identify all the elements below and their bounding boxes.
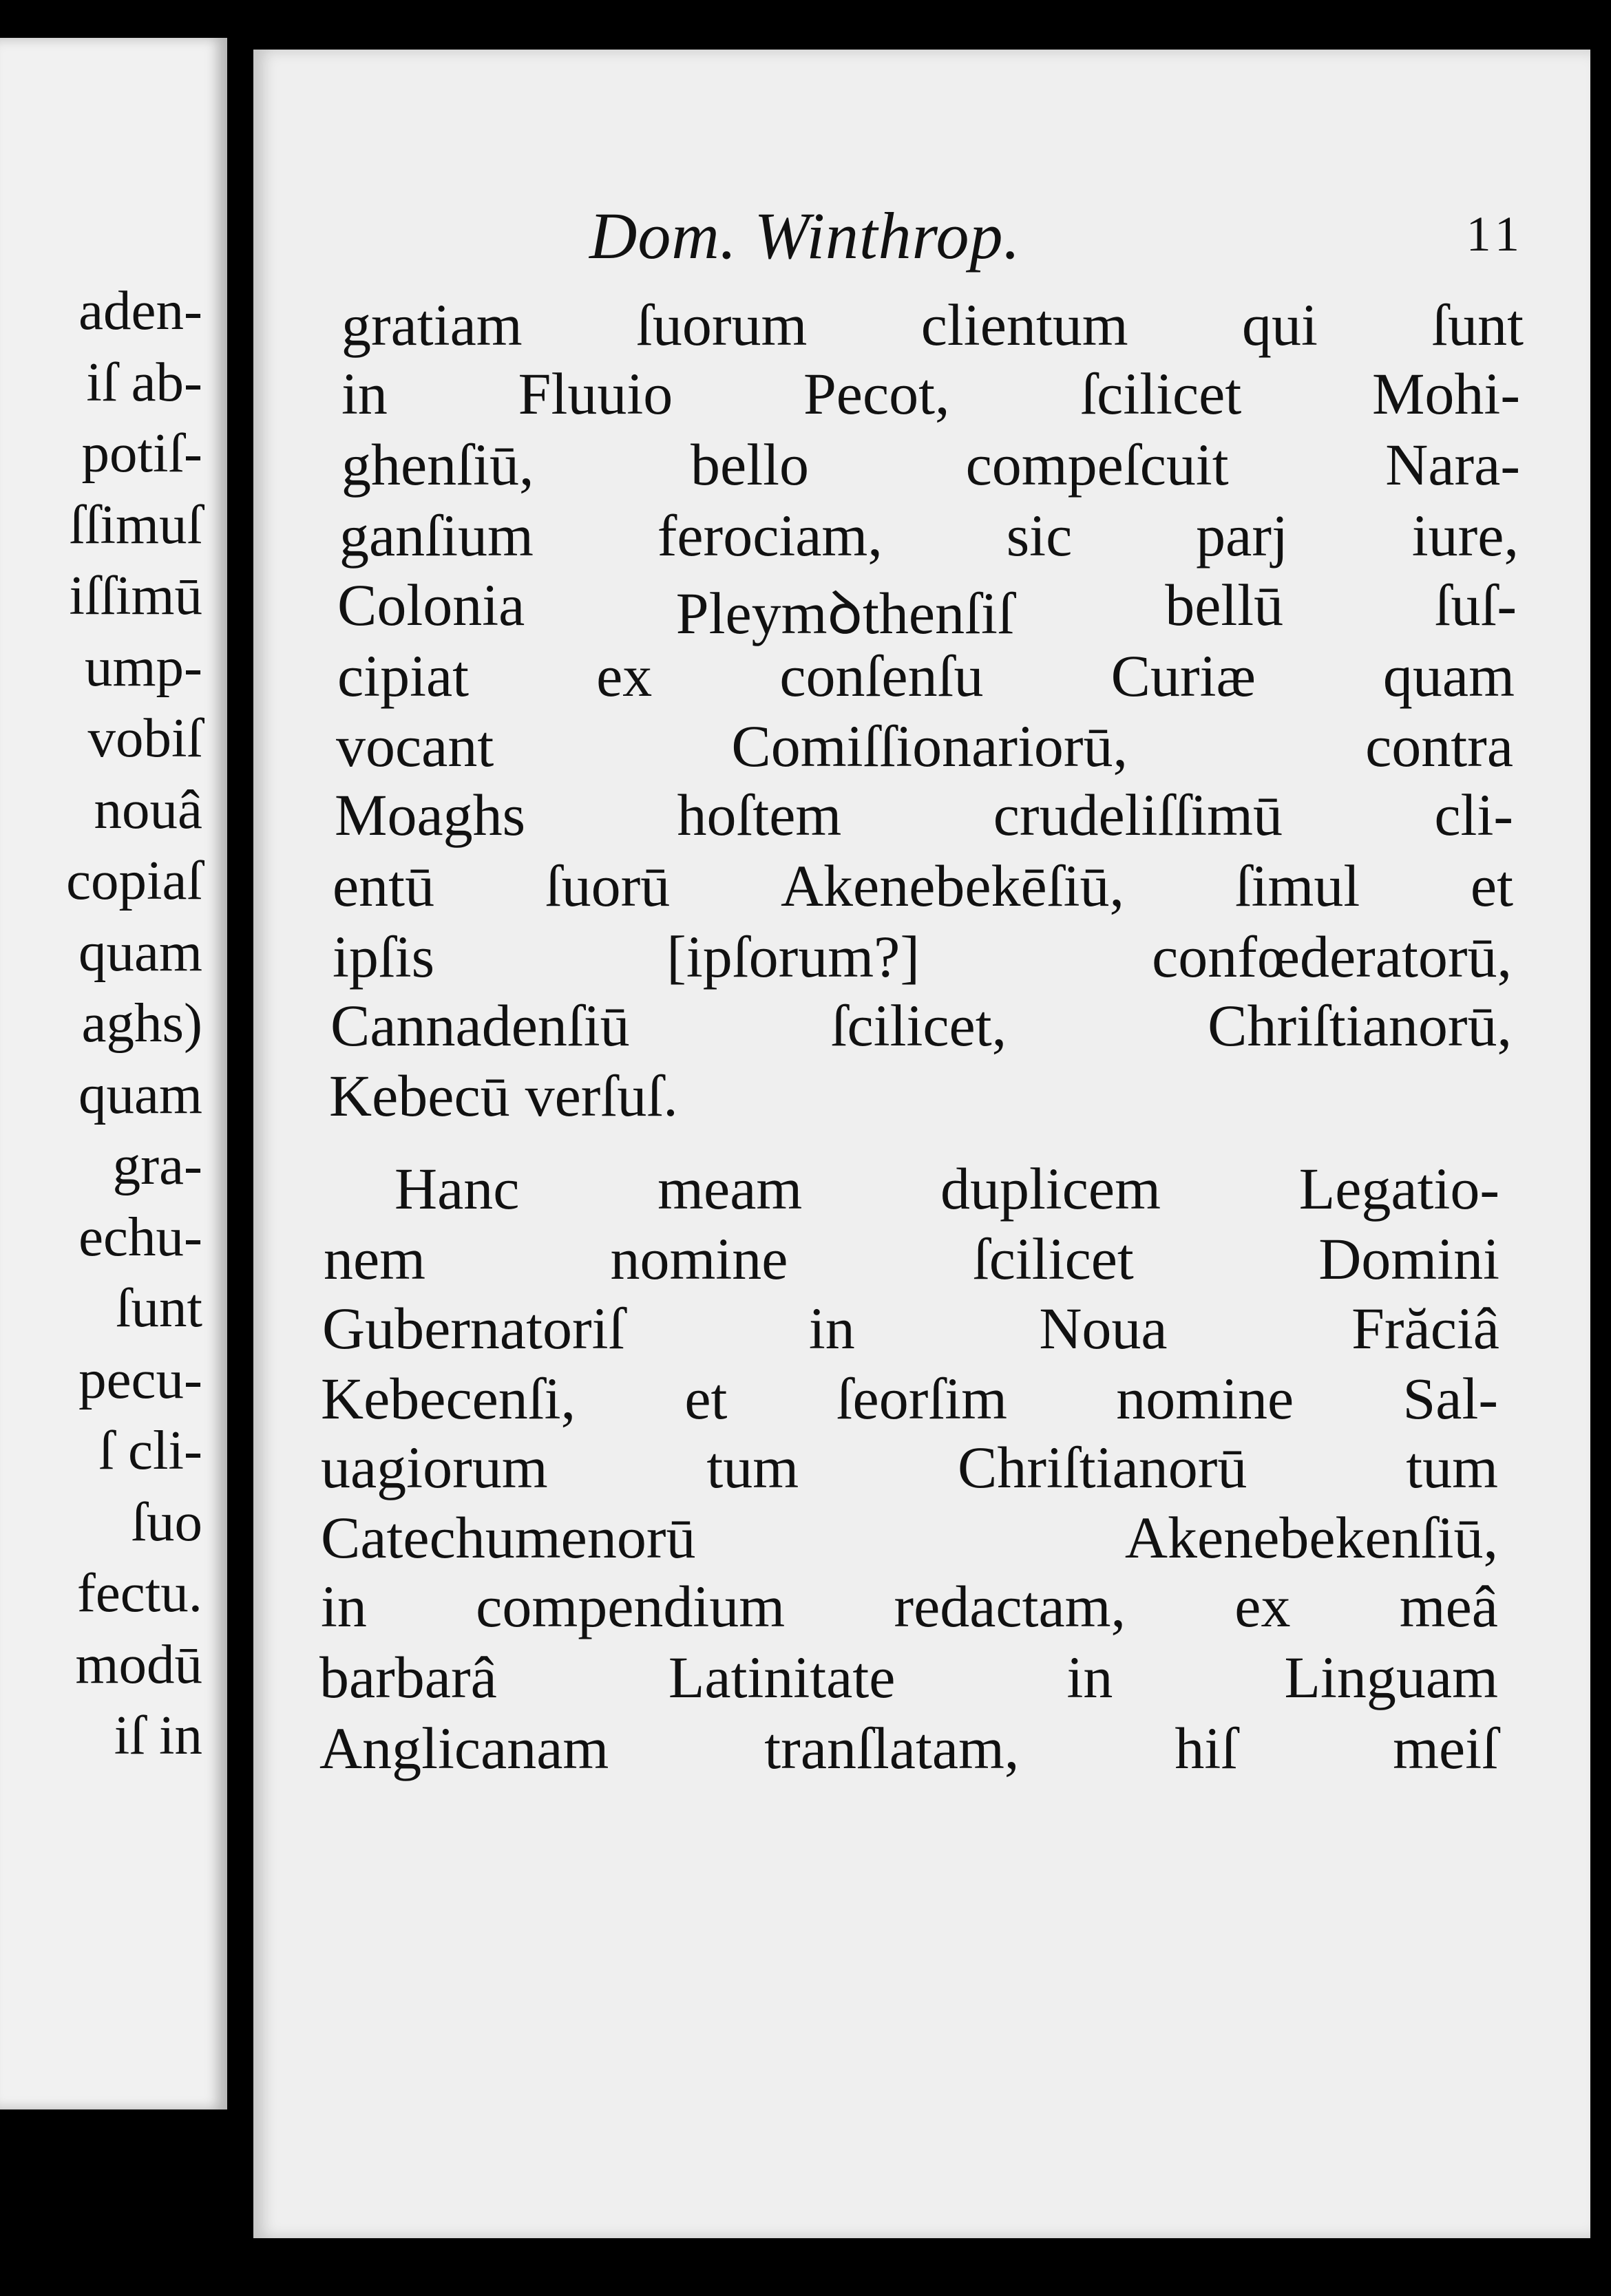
text-line: Cannadenſiū ſcilicet, Chriſtianorū, — [330, 992, 1512, 1059]
facing-line: nouâ — [94, 778, 202, 840]
text-line: Kebecū verſuſ. — [329, 1063, 678, 1129]
facing-line: pecu- — [78, 1348, 202, 1410]
text-line: ganſium ferociam, sic parj iure, — [339, 502, 1519, 568]
text-line: Anglicanam tranſlatam, hiſ meiſ — [319, 1715, 1498, 1781]
running-head — [253, 198, 1590, 280]
book-gutter — [227, 38, 255, 2158]
facing-line: iſ in — [114, 1704, 202, 1766]
text-line: Gubernatoriſ in Noua Frăciâ — [322, 1295, 1499, 1361]
text-line: vocant Comiſſionariorū, contra — [336, 713, 1513, 779]
text-line: barbarâ Latinitate in Linguam — [319, 1644, 1498, 1710]
facing-line: iſ ab- — [86, 350, 202, 413]
text-line: in Fluuio Pecot, ſcilicet Mohi- — [341, 361, 1520, 427]
facing-line: ſuo — [131, 1490, 202, 1553]
text-line: Colonia Pleymꝺthenſiſ bellū ſuſ- — [337, 572, 1517, 646]
text-line: Hanc meam duplicem Legatio- — [394, 1156, 1499, 1222]
facing-line: aden- — [78, 279, 202, 341]
facing-line: fectu. — [76, 1562, 202, 1624]
page-number: 11 — [1466, 206, 1525, 262]
text-line: cipiat ex conſenſu Curiæ quam — [337, 643, 1515, 709]
facing-page-text — [66, 275, 202, 1772]
text-line: Moaghs hoſtem crudeliſſimū cli- — [335, 782, 1513, 848]
text-line: nem nomine ſcilicet Domini — [324, 1226, 1499, 1292]
facing-line: iſſimū — [69, 564, 202, 626]
text-line: uagiorum tum Chriſtianorū tum — [321, 1434, 1498, 1500]
facing-line: quam — [78, 920, 202, 983]
facing-line: gra- — [112, 1134, 202, 1196]
facing-line: potiſ- — [81, 422, 202, 484]
facing-line: ſſimuſ — [69, 493, 202, 555]
facing-line: quam — [78, 1063, 202, 1125]
facing-line: ſunt — [115, 1277, 202, 1339]
facing-line: echu- — [78, 1205, 202, 1268]
text-line: ipſis [ipſorum?] confœderatorū, — [333, 924, 1512, 990]
text-line: in compendium redactam, ex meâ — [321, 1573, 1498, 1639]
facing-page-left — [0, 38, 227, 2109]
text-line: entū ſuorū Akenebekēſiū, ſimul et — [333, 853, 1513, 919]
page-right — [253, 50, 1590, 2238]
facing-line: ump- — [85, 635, 202, 698]
running-title: Dom. Winthrop. — [589, 199, 1021, 273]
facing-line: ſ cli- — [98, 1419, 202, 1481]
facing-line: aghs) — [81, 992, 202, 1054]
facing-line: modū — [75, 1633, 202, 1695]
facing-line: copiaſ — [66, 849, 202, 911]
text-line: ghenſiū, bello compeſcuit Nara- — [341, 432, 1520, 498]
text-line: Catechumenorū Akenebekenſiū, — [321, 1505, 1498, 1571]
text-line: Kebecenſi, et ſeorſim nomine Sal- — [321, 1365, 1498, 1432]
text-line: gratiam ſuorum clientum qui ſunt — [341, 292, 1524, 358]
facing-line: vobiſ — [87, 707, 202, 769]
